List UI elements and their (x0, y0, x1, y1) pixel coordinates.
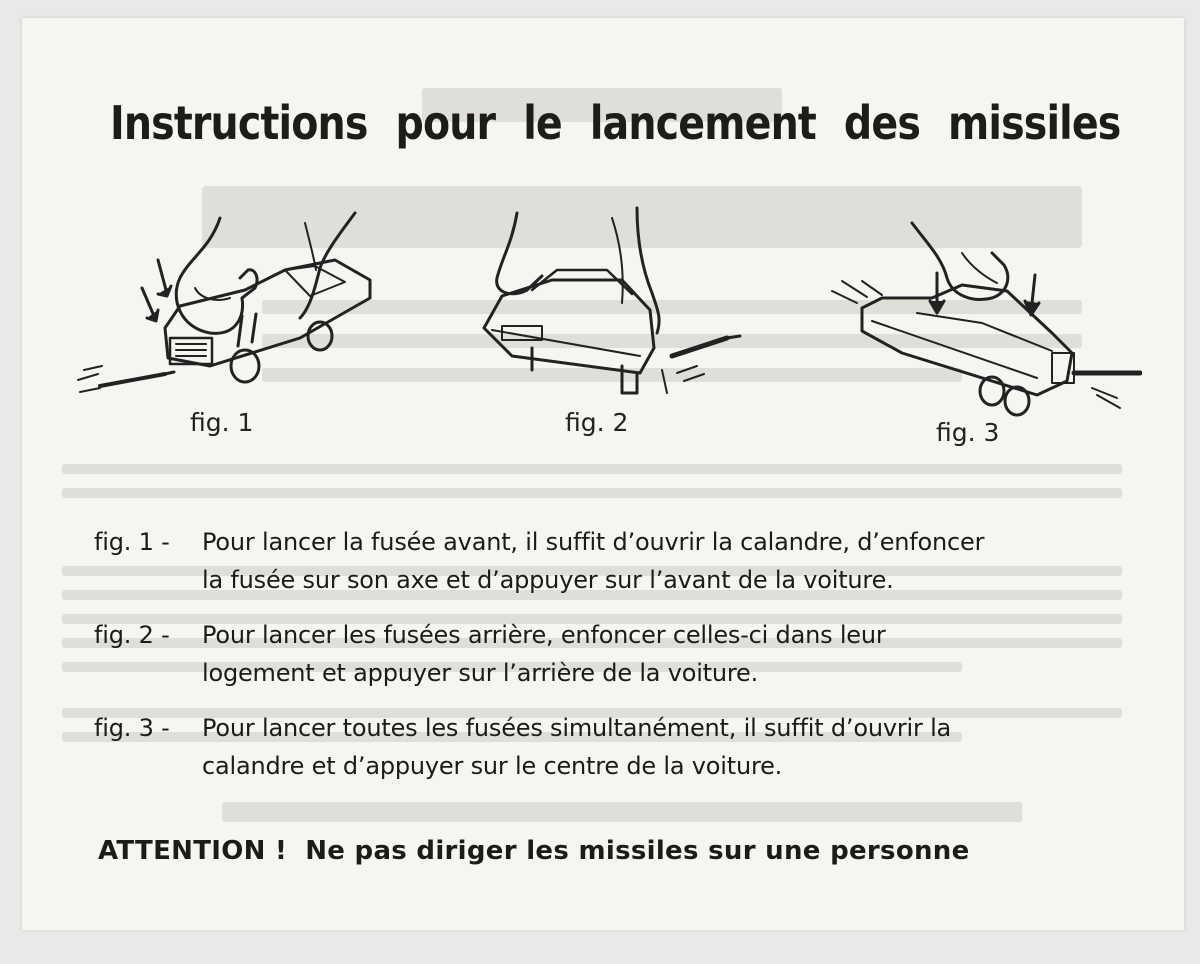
warning-notice (98, 836, 970, 866)
instruction-text: logement et appuyer sur l’arrière de la voiture. (202, 659, 759, 687)
instruction-fig-1 (94, 523, 984, 599)
page-title (110, 96, 1121, 150)
title-word: des (843, 96, 921, 150)
instruction-text: la fusée sur son axe et d’appuyer sur l’avant de la voiture. (202, 566, 894, 594)
instruction-text: Pour lancer toutes les fusées simultanément, il suffit d’ouvrir la (202, 714, 952, 742)
instruction-text: calandre et d’appuyer sur le centre de la voiture. (202, 752, 783, 780)
title-word: lancement (589, 96, 816, 150)
instruction-sheet (22, 18, 1184, 930)
fig-3-illustration (822, 203, 1142, 418)
instruction-fig-2 (94, 616, 886, 692)
fig-2-label: fig. 2 (565, 408, 629, 437)
fig-1-label: fig. 1 (190, 408, 254, 437)
warning-lead: ATTENTION ! (98, 836, 288, 866)
instruction-label: fig. 3 - (94, 714, 170, 742)
fig-2-illustration (472, 198, 762, 408)
title-word: missiles (948, 96, 1121, 150)
reverse-side-show-through (22, 18, 1184, 930)
instruction-label: fig. 1 - (94, 528, 170, 556)
instruction-fig-3 (94, 709, 951, 785)
instruction-text: Pour lancer les fusées arrière, enfoncer celles-ci dans leur (202, 621, 886, 649)
title-word: pour (395, 96, 496, 150)
title-word: Instructions (110, 96, 368, 150)
fig-1-illustration (70, 198, 390, 398)
fig-3-label: fig. 3 (936, 418, 1000, 447)
warning-text: Ne pas diriger les missiles sur une personne (305, 836, 970, 866)
instruction-label: fig. 2 - (94, 621, 170, 649)
instruction-text: Pour lancer la fusée avant, il suffit d’ouvrir la calandre, d’enfoncer (202, 528, 985, 556)
title-word: le (523, 96, 562, 150)
